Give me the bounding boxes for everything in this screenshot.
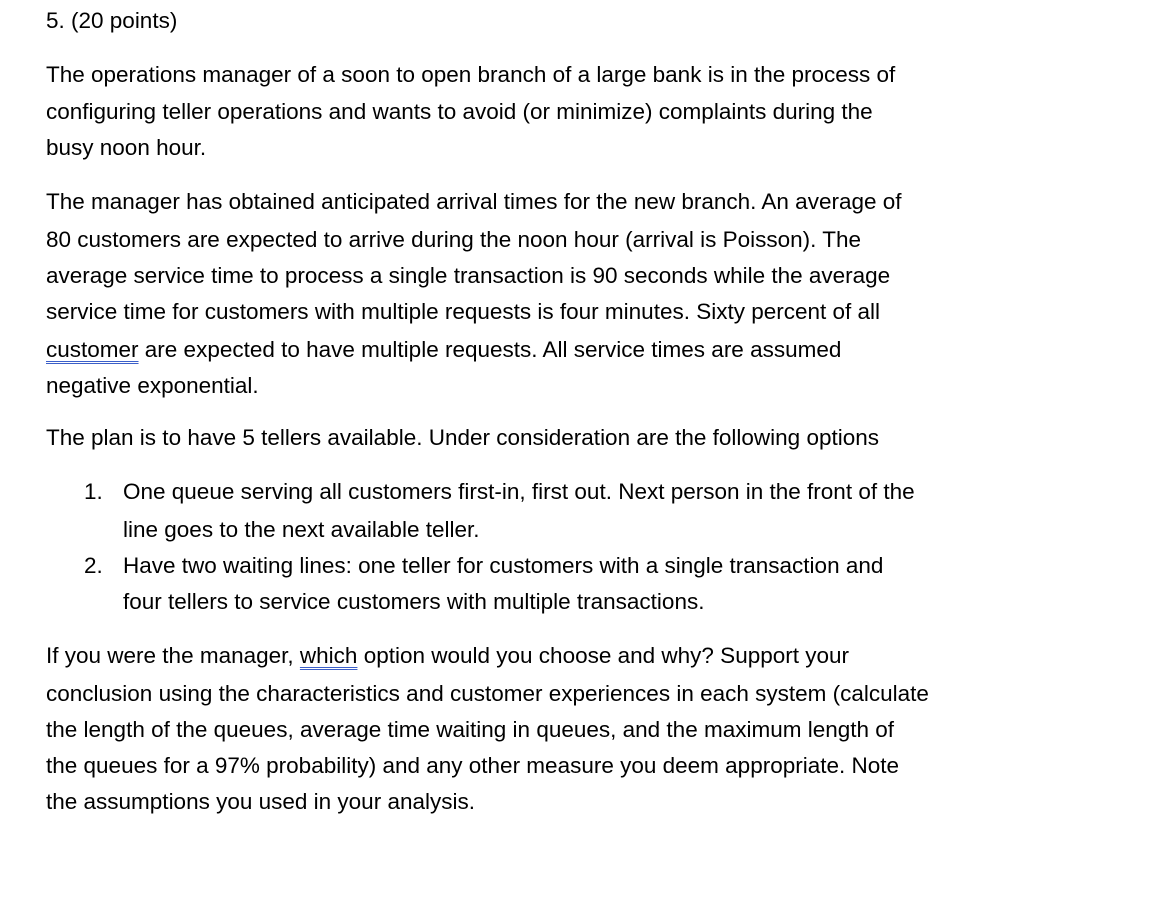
option-2-line-2: four tellers to service customers with multiple transactions. bbox=[123, 589, 705, 614]
para2-line-3: average service time to process a single transaction is 90 seconds while the average bbox=[46, 263, 891, 288]
para4-line-1-after: option would you choose and why? Support your bbox=[357, 643, 850, 668]
para3-line-1: The plan is to have 5 tellers available. Under consideration are the following options bbox=[46, 425, 879, 450]
grammar-flagged-word[interactable]: which bbox=[299, 643, 358, 668]
para1-line-1: The operations manager of a soon to open branch of a large bank is in the process of bbox=[46, 62, 896, 87]
spellcheck-flagged-word[interactable]: customer bbox=[46, 337, 139, 362]
option-1-number: 1. bbox=[84, 479, 103, 504]
para2-line-6: negative exponential. bbox=[46, 373, 259, 398]
para2-line-5-rest: are expected to have multiple requests. All service times are assumed bbox=[138, 337, 842, 362]
para1-line-3: busy noon hour. bbox=[46, 135, 207, 160]
para2-line-1: The manager has obtained anticipated arrival times for the new branch. An average of bbox=[46, 189, 902, 214]
para4-line-1-before: If you were the manager, bbox=[46, 643, 300, 668]
para4-line-5: the assumptions you used in your analysis. bbox=[46, 789, 475, 814]
para4-line-3: the length of the queues, average time waiting in queues, and the maximum length of bbox=[46, 717, 895, 742]
para4-line-4: the queues for a 97% probability) and any other measure you deem appropriate. Note bbox=[46, 753, 900, 778]
option-2-number: 2. bbox=[84, 553, 103, 578]
option-1-line-2: line goes to the next available teller. bbox=[123, 517, 480, 542]
option-2-line-1: Have two waiting lines: one teller for customers with a single transaction and bbox=[123, 553, 884, 578]
para1-line-2: configuring teller operations and wants to avoid (or minimize) complaints during the bbox=[46, 99, 873, 124]
para4-line-1 bbox=[46, 641, 849, 671]
option-1-line-1: One queue serving all customers first-in, first out. Next person in the front of the bbox=[123, 479, 915, 504]
para2-line-5 bbox=[46, 335, 841, 365]
para4-line-2: conclusion using the characteristics and customer experiences in each system (calculate bbox=[46, 681, 929, 706]
para2-line-2: 80 customers are expected to arrive during the noon hour (arrival is Poisson). The bbox=[46, 227, 861, 252]
para2-line-4: service time for customers with multiple requests is four minutes. Sixty percent of all bbox=[46, 299, 881, 324]
question-heading: 5. (20 points) bbox=[46, 8, 178, 33]
